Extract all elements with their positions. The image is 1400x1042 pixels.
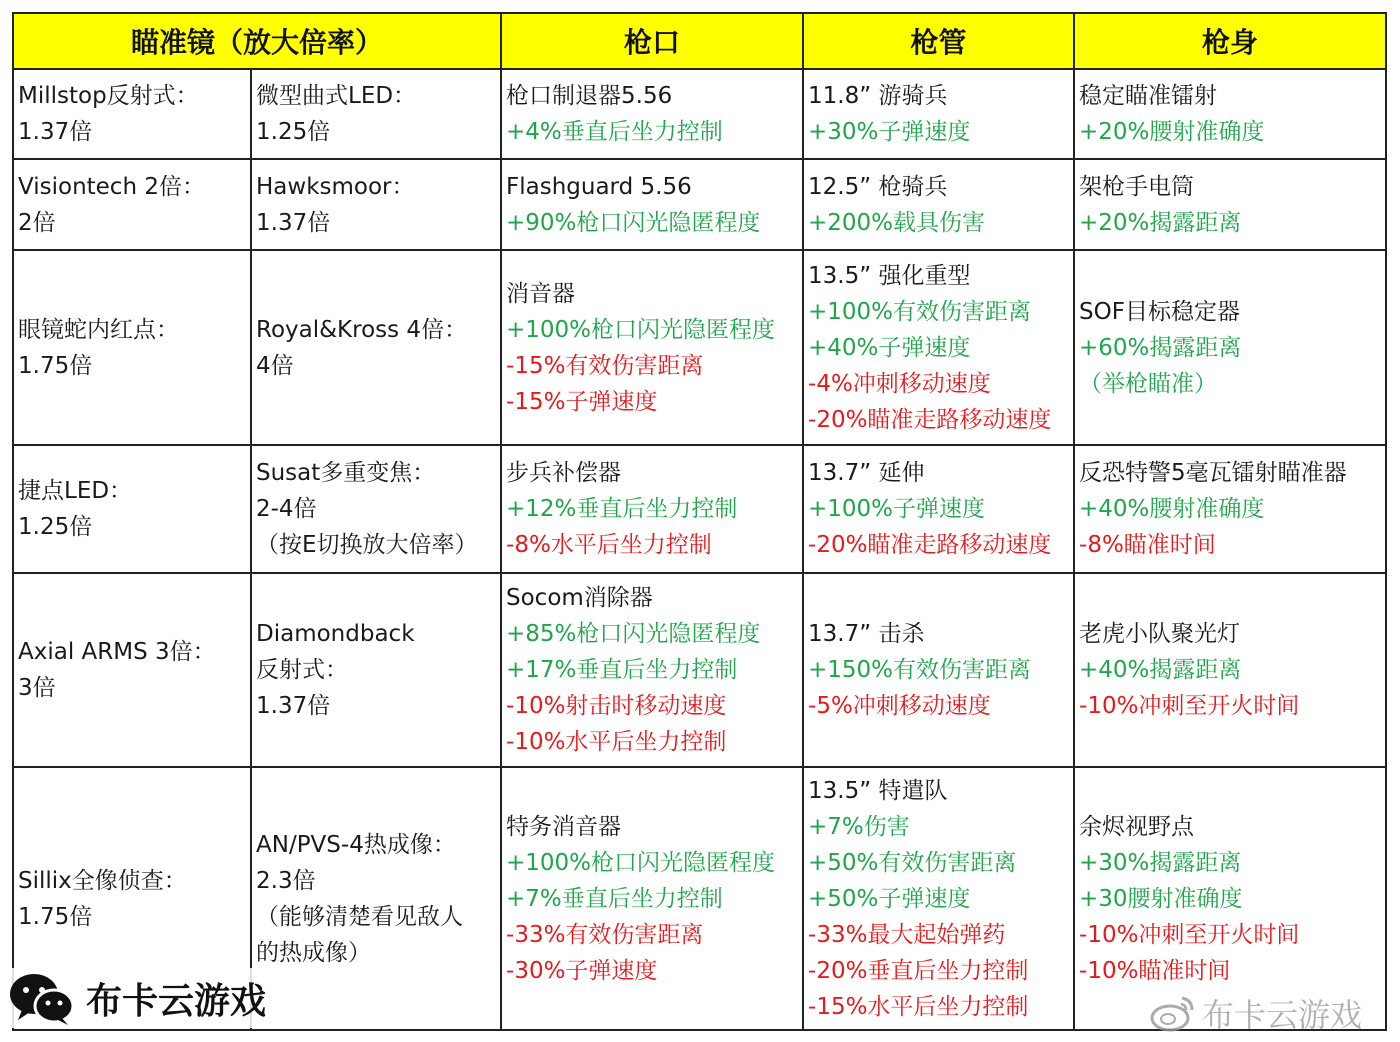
cell-effect: 1.37倍 — [256, 693, 331, 719]
cell-effect: 2-4倍 — [256, 496, 317, 522]
watermark-left-text: 布卡云游戏 — [86, 980, 267, 1022]
cell-title: 架枪手电筒 — [1079, 173, 1195, 200]
cell-effect: 2倍 — [18, 209, 56, 236]
cell-muzzle — [501, 159, 803, 250]
header-barrel: 枪管 — [803, 13, 1074, 69]
cell-effect: +4%垂直后坐力控制 — [506, 119, 723, 145]
cell-effect: +150%有效伤害距离 — [808, 657, 1032, 683]
cell-title: SOF目标稳定器 — [1079, 298, 1240, 325]
cell-effect: 的热成像） — [256, 939, 371, 966]
cell-title: 消音器 — [506, 280, 576, 307]
cell-title: 枪口制退器5.56 — [506, 83, 673, 109]
cell-effect: -20%瞄准走路移动速度 — [808, 406, 1052, 433]
cell-title: Flashguard 5.56 — [506, 173, 692, 200]
cell-title: Royal&Kross 4倍： — [256, 316, 468, 343]
cell-barrel — [803, 69, 1074, 159]
cell-effect: -15%有效伤害距离 — [506, 352, 704, 379]
cell-effect: -8%瞄准时间 — [1079, 532, 1216, 558]
cell-muzzle — [501, 767, 803, 1030]
watermark-right-text: 布卡云游戏 — [1202, 996, 1363, 1034]
cell-title: Socom消除器 — [506, 585, 653, 611]
cell-scope-b — [251, 159, 501, 250]
cell-title: 12.5” 枪骑兵 — [808, 173, 948, 200]
header-muzzle: 枪口 — [501, 13, 803, 69]
cell-title: 微型曲式LED： — [256, 83, 417, 109]
cell-effect: +100%子弹速度 — [808, 496, 986, 522]
cell-effect: 1.37倍 — [18, 119, 93, 145]
cell-scope-b — [251, 767, 501, 1030]
cell-body — [1074, 69, 1386, 159]
cell-title: 13.5” 强化重型 — [808, 262, 971, 289]
cell-effect: +100%有效伤害距离 — [808, 298, 1032, 325]
cell-title: 老虎小队聚光灯 — [1079, 621, 1241, 647]
watermark-left — [6, 968, 274, 1028]
cell-effect: -33%有效伤害距离 — [506, 921, 704, 948]
weibo-icon — [1150, 994, 1196, 1032]
attachment-row — [13, 573, 1386, 767]
cell-effect: 1.75倍 — [18, 903, 93, 930]
cell-effect: 2.3倍 — [256, 867, 316, 894]
cell-effect: +30%子弹速度 — [808, 119, 971, 145]
cell-barrel — [803, 573, 1074, 767]
cell-effect: +30%揭露距离 — [1079, 849, 1242, 876]
cell-effect: 4倍 — [256, 352, 294, 379]
cell-title: Axial ARMS 3倍： — [18, 639, 216, 665]
cell-effect: +12%垂直后坐力控制 — [506, 496, 738, 522]
cell-effect: -4%冲刺移动速度 — [808, 370, 991, 397]
cell-effect: +85%枪口闪光隐匿程度 — [506, 621, 761, 647]
cell-effect: +20%腰射准确度 — [1079, 119, 1265, 145]
cell-title: Susat多重变焦： — [256, 460, 436, 486]
cell-barrel — [803, 159, 1074, 250]
attachment-row — [13, 250, 1386, 445]
cell-effect: （按E切换放大倍率） — [256, 532, 478, 558]
cell-effect: （能够清楚看见敌人 — [256, 903, 463, 930]
header-row — [13, 13, 1386, 69]
cell-effect: +200%载具伤害 — [808, 209, 986, 236]
cell-body — [1074, 573, 1386, 767]
cell-title: 眼镜蛇内红点： — [18, 316, 179, 343]
cell-title: 11.8” 游骑兵 — [808, 83, 948, 109]
cell-scope-a — [13, 250, 251, 445]
cell-scope-b — [251, 250, 501, 445]
cell-effect: -10%射击时移动速度 — [506, 693, 727, 719]
cell-title: Diamondback — [256, 621, 415, 647]
cell-effect: -15%水平后坐力控制 — [808, 993, 1029, 1020]
cell-effect: （举枪瞄准） — [1079, 370, 1218, 397]
cell-muzzle — [501, 250, 803, 445]
cell-effect: 1.25倍 — [256, 119, 331, 145]
cell-effect: 1.75倍 — [18, 352, 93, 379]
cell-effect: -10%冲刺至开火时间 — [1079, 693, 1300, 719]
cell-scope-a — [13, 159, 251, 250]
cell-effect: -33%最大起始弹药 — [808, 921, 1006, 948]
cell-barrel — [803, 445, 1074, 573]
cell-body — [1074, 445, 1386, 573]
header-scope: 瞄准镜（放大倍率） — [13, 13, 501, 69]
cell-title: AN/PVS-4热成像： — [256, 831, 456, 858]
cell-title: 13.7” 击杀 — [808, 621, 925, 647]
cell-title: Sillix全像侦查： — [18, 867, 187, 894]
cell-effect: +40%子弹速度 — [808, 334, 971, 361]
cell-body — [1074, 250, 1386, 445]
cell-muzzle — [501, 573, 803, 767]
cell-title: 步兵补偿器 — [506, 460, 622, 486]
cell-title: 余烬视野点 — [1079, 813, 1195, 840]
cell-body — [1074, 159, 1386, 250]
cell-muzzle — [501, 69, 803, 159]
cell-title: Visiontech 2倍： — [18, 173, 205, 200]
cell-scope-b — [251, 573, 501, 767]
cell-title: 13.5” 特遣队 — [808, 777, 948, 804]
cell-barrel — [803, 250, 1074, 445]
cell-title: Millstop反射式： — [18, 83, 199, 109]
watermark-right — [1150, 990, 1362, 1036]
cell-effect: +40%腰射准确度 — [1079, 496, 1265, 522]
cell-effect: +17%垂直后坐力控制 — [506, 657, 738, 683]
cell-scope-a — [13, 445, 251, 573]
cell-effect: +50%子弹速度 — [808, 885, 971, 912]
cell-effect: +40%揭露距离 — [1079, 657, 1242, 683]
cell-effect: 1.37倍 — [256, 209, 331, 236]
cell-title: 捷点LED： — [18, 478, 133, 504]
cell-effect: +30腰射准确度 — [1079, 885, 1243, 912]
cell-title: 反恐特警5毫瓦镭射瞄准器 — [1079, 460, 1347, 486]
cell-effect: -15%子弹速度 — [506, 388, 658, 415]
attachments-table — [12, 12, 1387, 1031]
cell-effect: -8%水平后坐力控制 — [506, 532, 712, 558]
cell-title: 13.7” 延伸 — [808, 460, 925, 486]
cell-effect: +7%垂直后坐力控制 — [506, 885, 723, 912]
cell-effect: -20%瞄准走路移动速度 — [808, 532, 1052, 558]
cell-effect: -10%瞄准时间 — [1079, 957, 1231, 984]
cell-effect: +90%枪口闪光隐匿程度 — [506, 209, 761, 236]
cell-scope-b — [251, 69, 501, 159]
cell-muzzle — [501, 445, 803, 573]
cell-effect: -10%冲刺至开火时间 — [1079, 921, 1300, 948]
wechat-icon — [8, 970, 76, 1026]
cell-effect: +7%伤害 — [808, 813, 910, 840]
cell-effect: -10%水平后坐力控制 — [506, 729, 727, 755]
cell-effect: -20%垂直后坐力控制 — [808, 957, 1029, 984]
cell-barrel — [803, 767, 1074, 1030]
cell-effect: +50%有效伤害距离 — [808, 849, 1017, 876]
cell-effect: 3倍 — [18, 675, 56, 701]
cell-effect: 1.25倍 — [18, 514, 93, 540]
attachment-row — [13, 159, 1386, 250]
cell-effect: -5%冲刺移动速度 — [808, 693, 991, 719]
attachment-row — [13, 445, 1386, 573]
cell-scope-a — [13, 573, 251, 767]
cell-title: 特务消音器 — [506, 813, 622, 840]
cell-effect: +100%枪口闪光隐匿程度 — [506, 849, 776, 876]
cell-title: Hawksmoor： — [256, 173, 415, 200]
header-body: 枪身 — [1074, 13, 1386, 69]
cell-scope-a — [13, 69, 251, 159]
cell-effect: +20%揭露距离 — [1079, 209, 1242, 236]
cell-title: 稳定瞄准镭射 — [1079, 83, 1218, 109]
cell-effect: +60%揭露距离 — [1079, 334, 1242, 361]
cell-effect: 反射式： — [256, 657, 348, 683]
attachment-row — [13, 69, 1386, 159]
cell-effect: -30%子弹速度 — [506, 957, 658, 984]
cell-effect: +100%枪口闪光隐匿程度 — [506, 316, 776, 343]
cell-scope-b — [251, 445, 501, 573]
